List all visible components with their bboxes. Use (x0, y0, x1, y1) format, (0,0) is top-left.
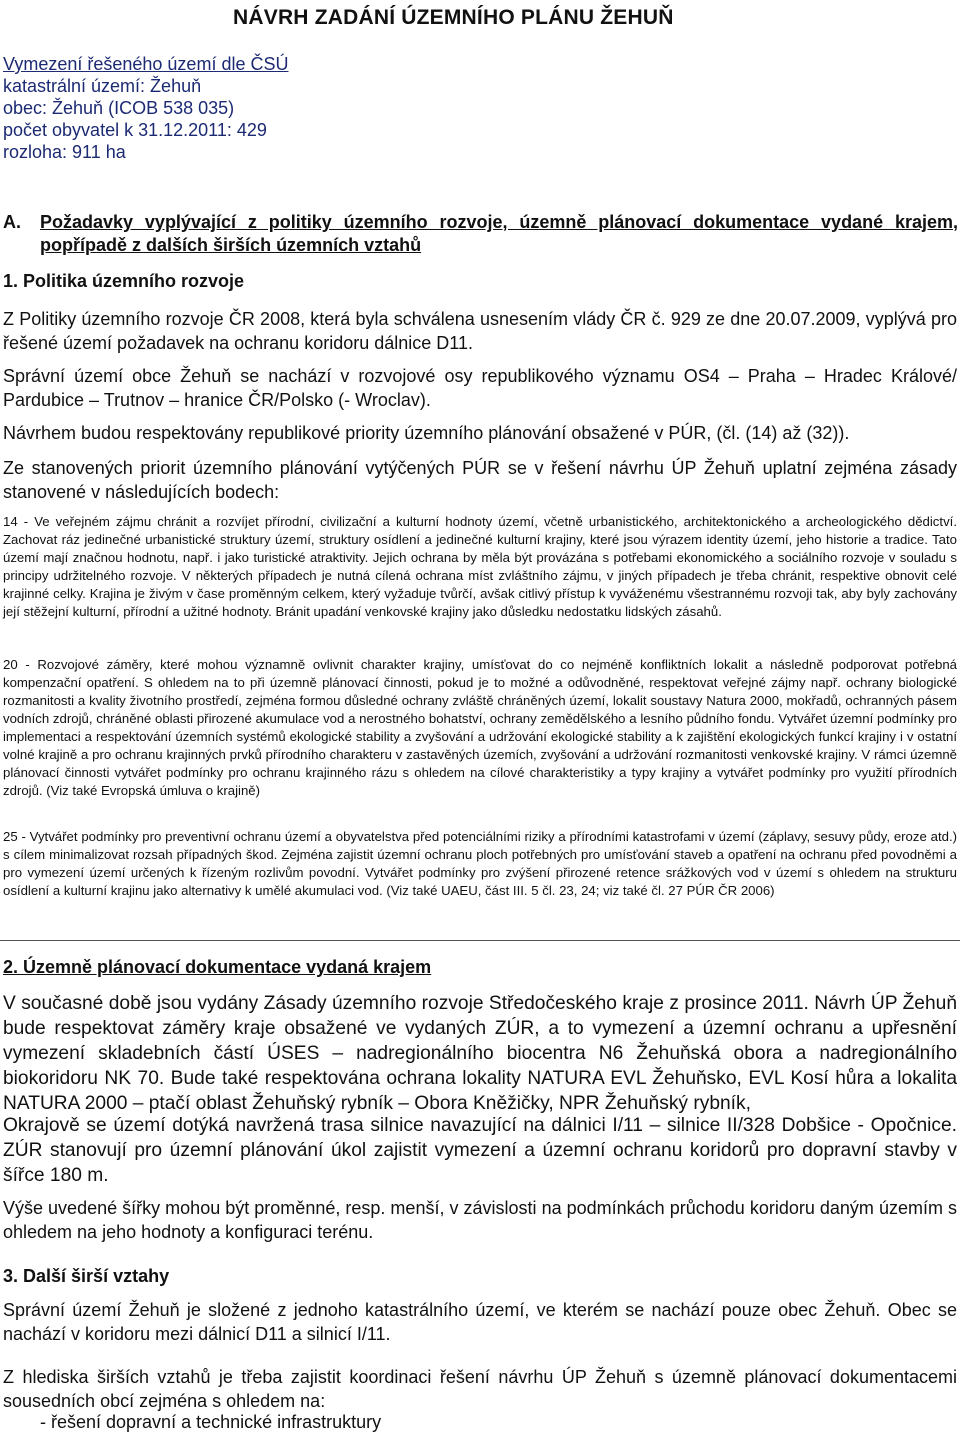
paragraph-zur-regional: V současné době jsou vydány Zásady územního rozvoje Středočeského kraje z prosince 2011. Návrh ÚP Žehuň bude respektovat záměry kraje obsažené ve vydaných ZÚR, a to vymezení a územní ochranu a upřesnění vymezení skladebních částí ÚSES – nadregionálního biocentra N6 Žehuňská obora a nadregionálního biokoridoru NK 70. Bude také respektována ochrana lokality NATURA EVL Žehuňsko, EVL Kosí hůra a lokalita NATURA 2000 – ptačí oblast Žehuňský rybník – Obora Kněžičky, NPR Žehuňský rybník, (3, 993, 957, 1114)
paragraph-wider-relations: Z hlediska širších vztahů je třeba zajistit koordinaci řešení návrhu ÚP Žehuň s územně plánovací dokumentacemi sousedních obcí zejména s ohledem na: (3, 1367, 957, 1411)
paragraph-variable-widths: Výše uvedené šířky mohou být proměnné, resp. menší, v závislosti na podmínkách průchodu koridoru daným územím s ohledem na jeho hodnoty a konfiguraci terénu. (3, 1198, 957, 1242)
section-a-text: Požadavky vyplývající z politiky územního rozvoje, územně plánovací dokumentace vydané krajem, popřípadě z dalších širších územních vztahů (40, 212, 958, 255)
priority-point-14: 14 - Ve veřejném zájmu chránit a rozvíjet přírodní, civilizační a kulturní hodnoty území, včetně urbanistického, architektonického a archeologického dědictví. Zachovat ráz jedinečné urbanistické struktury území, struktury osídlení a jedinečné kulturní krajiny, které jsou výrazem identity území, jeho historie a tradice. Tato území mají značnou hodnotu, např. i jako turistické atraktivity. Jejich ochrana by měla být provázána s potřebami ekonomického a sociálního rozvoje v souladu s principy udržitelného rozvoje. V některých případech je nutná cílená ochrana míst zvláštního zájmu, v jiných případech je třeba chránit, respektive obnovit celé krajinné celky. Krajina je živým v čase proměnným celkem, který vyžaduje tvůrčí, avšak citlivý přístup k vyváženému všestrannému rozvoji tak, aby byly zachovány její stěžejní kulturní, přírodní a užitné hodnoty. Bránit upadání venkovské krajiny jako důsledku nedostatku lidských zásahů. (3, 514, 957, 619)
priority-point-20: 20 - Rozvojové záměry, které mohou významně ovlivnit charakter krajiny, umísťovat do co nejméně konfliktních lokalit a následně podporovat potřebná kompenzační opatření. S ohledem na to při územně plánovací činnosti, pokud je to možné a odůvodněné, respektovat veřejné zájmy např. ochrany biologické rozmanitosti a kvality životního prostředí, zejména formou důsledné ochrany zvláště chráněných území, lokalit soustavy Natura 2000, mokřadů, ochranných pásem vodních zdrojů, chráněné oblasti přirozené akumulace vod a nerostného bohatství, ochrany zemědělského a lesního půdního fondu. Vytvářet územní podmínky pro implementaci a respektování územních systémů ekologické stability a zvyšování a udržování ekologické stability a k zajištění ekologických funkcí krajiny i v ostatní volné krajině a pro ochranu krajinných prvků přírodního charakteru v zastavěných územích, zvyšování a udržování rozmanitosti venkovské krajiny. V rámci územně plánovací činnosti vytvářet podmínky pro ochranu krajinného rázu s ohledem na cílové charakteristiky a typy krajiny a vytvářet podmínky pro využití přírodních zdrojů. (Viz také Evropská úmluva o krajině) (3, 657, 957, 798)
document-title: NÁVRH ZADÁNÍ ÚZEMNÍHO PLÁNU ŽEHUŇ (233, 6, 674, 29)
subsection-3-heading: 3. Další širší vztahy (3, 1266, 170, 1286)
section-a-heading (3, 211, 958, 257)
subsection-2-heading: 2. Územně plánovací dokumentace vydaná krajem (3, 957, 432, 977)
paragraph-road-corridor: Okrajově se území dotýká navržená trasa silnice navazující na dálnici I/11 – silnice II/328 Dobšice - Opočnice. ZÚR stanovují pro územní plánování úkol zajistit vymezení a územní ochranu koridorů pro dopravní stavby v šířce 180 m. (3, 1115, 957, 1186)
list-item: - řešení dopravní a technické infrastruktury (40, 1412, 382, 1432)
scope-line-area: rozloha: 911 ha (3, 142, 126, 162)
scope-line-cadastral: katastrální území: Žehuň (3, 76, 202, 96)
paragraph-republic-priorities: Návrhem budou respektovány republikové priority územního plánování obsažené v PÚR, (čl. (14) až (32)). (3, 423, 850, 443)
paragraph-administrative-area: Správní území Žehuň je složené z jednoho katastrálního území, ve kterém se nachází pouze obec Žehuň. Obec se nachází v koridoru mezi dálnicí D11 a silnicí I/11. (3, 1300, 957, 1344)
paragraph-development-axis: Správní území obce Žehuň se nachází v rozvojové osy republikového významu OS4 – Praha – Hradec Králové/ Pardubice – Trutnov – hranice ČR/Polsko (- Wroclav). (3, 366, 957, 410)
paragraph-pur-2008: Z Politiky územního rozvoje ČR 2008, která byla schválena usnesením vlády ČR č. 929 ze dne 20.07.2009, vyplývá pro řešené území požadavek na ochranu koridoru dálnice D11. (3, 309, 957, 353)
section-a-label: A. (3, 212, 21, 232)
section-divider (0, 940, 960, 941)
priority-point-25: 25 - Vytvářet podmínky pro preventivní ochranu území a obyvatelstva před potenciálními riziky a přírodními katastrofami v území (záplavy, sesuvy půdy, eroze atd.) s cílem minimalizovat rozsah případných škod. Zejména zajistit územní ochranu ploch potřebných pro umísťování staveb a opatření na ochranu před povodněmi a pro vymezení území určených k řízeným rozlivům povodní. Vytvářet podmínky pro zvýšení přirozené retence srážkových vod v území s ohledem na strukturu osídlení a kulturní krajinu jako alternativy k umělé akumulaci vod. (Viz také UAEU, část III. 5 čl. 23, 24; viz také čl. 27 PÚR ČR 2006) (3, 829, 957, 898)
territory-scope-block (3, 53, 288, 163)
scope-line-population: počet obyvatel k 31.12.2011: 429 (3, 120, 267, 140)
scope-heading: Vymezení řešeného území dle ČSÚ (3, 54, 289, 74)
subsection-1-heading: 1. Politika územního rozvoje (3, 271, 245, 291)
scope-line-municipality: obec: Žehuň (ICOB 538 035) (3, 98, 235, 118)
paragraph-applied-principles: Ze stanovených priorit územního plánování vytýčených PÚR se v řešení návrhu ÚP Žehuň uplatní zejména zásady stanovené v následujících bodech: (3, 458, 957, 502)
